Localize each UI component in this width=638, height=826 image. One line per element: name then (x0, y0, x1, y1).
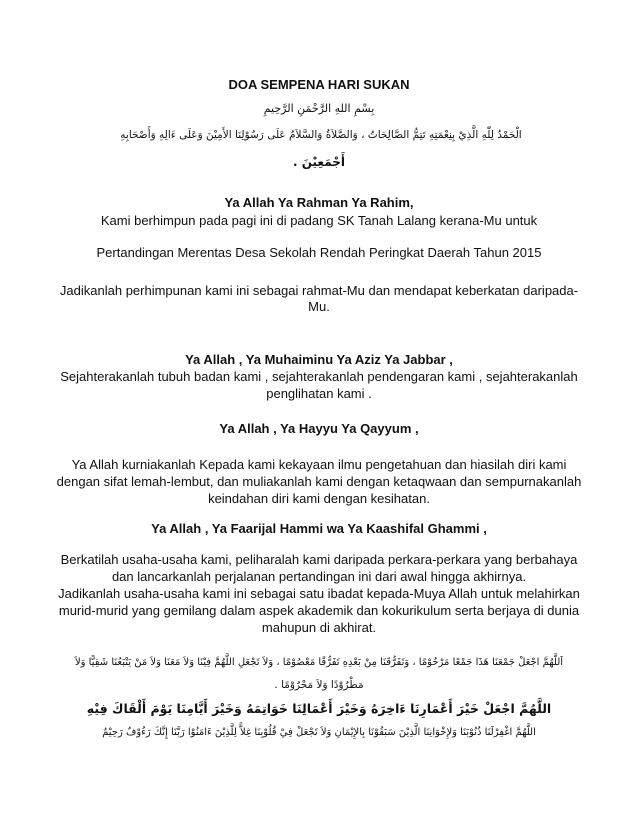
section2-line1: Sejahterakanlah tubuh badan kami , sejahterakanlah pendengaran kami , sejahterakanlah (60, 369, 578, 384)
arabic-closing-line1: اَللَّهُمَّ اجْعَلْ جَمْعَنَا هَذَا جَمْعًا مَرْحُوْمًا ، وَتَفَرُّقَنَا مِنْ بَعْدِهِ تَفَرُّقًا مَعْصُوْمًا ، وَلاَ تَجْعَلِ اللَّهُمَّ فِيْنَا وَلاَ مَعَنَا وَلاَ مَنْ يَتْبَعُنَا شَقِيًّا وَلاَ (74, 657, 564, 668)
arabic-hamdalah: الْحَمْدُ لِلّٰهِ الَّذِيْ بِنِعْمَتِهِ تَتِمُّ الصَّالِحَاتُ ، وَالصَّلاَةُ وَالسَّلاَمُ عَلَى رَسُوْلِنَا الأَمِيْنَ وَعَلَى ءَالِهِ وَأَصْحَابِهِ (120, 129, 522, 141)
arabic-closing-line3: اللَّهُمَّ اجْعَلْ خَيْرَ أَعْمَارِنَا ءَاخِرَهُ وَخَيْرَ أَعْمَالِنَا خَوَاتِمَهُ وَخَيْرَ أَيَّامِنَا يَوْمَ أَلْقَاكَ فِيْهِ (86, 701, 552, 716)
section1-line1: Kami berhimpun pada pagi ini di padang SK Tanah Lalang kerana-Mu untuk (100, 213, 538, 228)
section3-line2: dengan sifat lemah-lembut, dan muliakanlah kami dengan ketaqwaan dan sempurnakanlah (56, 474, 582, 489)
arabic-closing-line2: مَطْرُوْدًا وَلاَ مَحْرُوْمًا . (274, 679, 364, 691)
section1-heading: Ya Allah Ya Rahman Ya Rahim, (224, 195, 414, 210)
section4-heading: Ya Allah , Ya Faarijal Hammi wa Ya Kaashifal Ghammi , (151, 521, 487, 536)
section4-line5: mahupun di akhirat. (261, 620, 377, 635)
section4-line4: murid-murid yang gemilang dalam aspek akademik dan kokurikulum serta berjaya di dunia (58, 603, 580, 618)
section3-line1: Ya Allah kurniakanlah Kepada kami kekayaan ilmu pengetahuan dan hiasilah diri kami (71, 457, 567, 472)
section1-line3a: Jadikanlah perhimpunan kami ini sebagai rahmat-Mu dan mendapat keberkatan daripada- (59, 283, 579, 298)
document-title: DOA SEMPENA HARI SUKAN (228, 77, 410, 92)
section1-line3b: Mu. (308, 299, 330, 314)
arabic-basmalah: بِسْمِ اللهِ الرَّحْمَنِ الرَّحِيمِ (263, 102, 375, 115)
section4-line1: Berkatilah usaha-usaha kami, peliharalah kami daripada perkara-perkara yang berbahaya (60, 552, 578, 567)
arabic-closing-line4: اللَّهُمَّ اغْفِرْلَنَا ذُنُوْبَنَا وَلإِخْوَانِنَا الَّذِيْنَ سَبَقُوْنَا بِالإِيْمَانِ وَلاَ تَجْعَلْ فِيْ قُلُوْبِنَا غِلاًّ لِلَّذِيْنَ ءَامَنُوْا رَبَّنَا إِنَّكَ رَءُوْفٌ رَحِيْمٌ (102, 727, 536, 738)
section3-line3: keindahan diri kami dengan kesihatan. (208, 491, 430, 506)
section2-heading: Ya Allah , Ya Muhaiminu Ya Aziz Ya Jabbar , (185, 352, 453, 367)
section3-heading: Ya Allah , Ya Hayyu Ya Qayyum , (219, 421, 419, 436)
arabic-ajmain: أَجْمَعِيْنَ . (292, 155, 345, 169)
section1-line2: Pertandingan Merentas Desa Sekolah Rendah Peringkat Daerah Tahun 2015 (96, 245, 542, 260)
section2-line2: penglihatan kami . (266, 386, 372, 401)
section4-line2: dan lancarkanlah perjalanan pertandingan ini dari awal hingga akhirnya. (111, 569, 527, 584)
section4-line3: Jadikanlah usaha-usaha kami ini sebagai satu ibadat kepada-Muya Allah untuk melahirkan (58, 586, 580, 601)
